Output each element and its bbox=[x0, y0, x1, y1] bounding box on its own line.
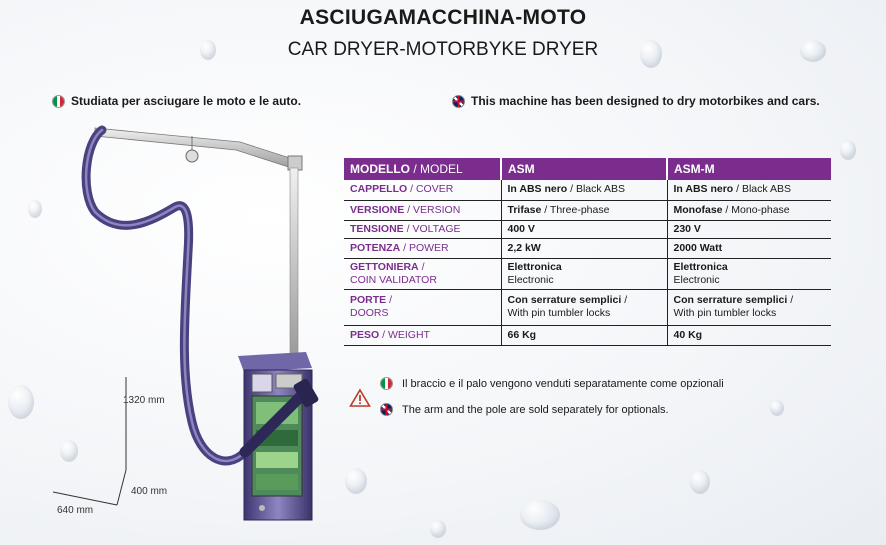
spec-label: TENSIONE / VOLTAGE bbox=[344, 220, 501, 238]
spec-value-asm: Elettronica Electronic bbox=[501, 258, 667, 289]
spec-row bbox=[344, 200, 831, 220]
note-english bbox=[380, 403, 669, 416]
spec-value-asm: Trifase / Three-phase bbox=[501, 200, 667, 220]
header-model: MODELLO / MODEL bbox=[344, 158, 501, 180]
spec-value-asm: 66 Kg bbox=[501, 325, 667, 345]
flag-uk-icon bbox=[380, 403, 393, 416]
spec-label: CAPPELLO / COVER bbox=[344, 180, 501, 200]
flag-it-icon bbox=[380, 377, 393, 390]
note-italian bbox=[380, 377, 724, 390]
spec-value-asm-m: In ABS nero / Black ABS bbox=[667, 180, 831, 200]
spec-value-asm-m: Con serrature semplici / With pin tumbler locks bbox=[667, 289, 831, 325]
spec-value-asm-m: Elettronica Electronic bbox=[667, 258, 831, 289]
spec-row bbox=[344, 325, 831, 345]
water-drop bbox=[8, 385, 34, 419]
water-drop bbox=[770, 400, 784, 416]
spec-value-asm-m: 230 V bbox=[667, 220, 831, 238]
spec-value-asm-m: Monofase / Mono-phase bbox=[667, 200, 831, 220]
intro-italian-text: Studiata per asciugare le moto e le auto. bbox=[71, 94, 302, 108]
spec-value-asm-m: 2000 Watt bbox=[667, 238, 831, 258]
intro-italian bbox=[52, 94, 301, 108]
spec-label: PESO / WEIGHT bbox=[344, 325, 501, 345]
spec-value-asm: 400 V bbox=[501, 220, 667, 238]
spec-row bbox=[344, 238, 831, 258]
spec-label: POTENZA / POWER bbox=[344, 238, 501, 258]
intro-english bbox=[452, 94, 820, 108]
warning-icon bbox=[349, 388, 371, 408]
flag-it-icon bbox=[52, 95, 65, 108]
intro-english-text: This machine has been designed to dry motorbikes and cars. bbox=[471, 94, 820, 108]
spec-row bbox=[344, 289, 831, 325]
spec-value-asm: 2,2 kW bbox=[501, 238, 667, 258]
water-drop bbox=[345, 468, 367, 494]
spec-value-asm-m: 40 Kg bbox=[667, 325, 831, 345]
spec-table-header bbox=[344, 158, 831, 180]
spec-label: GETTONIERA / COIN VALIDATOR bbox=[344, 258, 501, 289]
spec-row bbox=[344, 180, 831, 200]
header-asm-m: ASM-M bbox=[667, 158, 831, 180]
dimension-width: 640 mm bbox=[57, 505, 94, 516]
water-drop bbox=[430, 520, 446, 538]
spec-value-asm: In ABS nero / Black ABS bbox=[501, 180, 667, 200]
page-title: ASCIUGAMACCHINA-MOTO bbox=[299, 6, 587, 29]
page-subtitle: CAR DRYER-MOTORBYKE DRYER bbox=[287, 39, 599, 60]
dimension-height: 1320 mm bbox=[123, 395, 165, 406]
spec-label: VERSIONE / VERSION bbox=[344, 200, 501, 220]
spec-row bbox=[344, 258, 831, 289]
spec-table bbox=[344, 158, 831, 346]
water-drop bbox=[690, 470, 710, 494]
note-italian-text: Il braccio e il palo vengono venduti separatamente come opzionali bbox=[402, 377, 724, 390]
water-drop bbox=[520, 500, 560, 530]
spec-value-asm: Con serrature semplici / With pin tumbler locks bbox=[501, 289, 667, 325]
dimension-depth: 400 mm bbox=[131, 486, 168, 497]
spec-label: PORTE / DOORS bbox=[344, 289, 501, 325]
header-asm: ASM bbox=[501, 158, 667, 180]
flag-uk-icon bbox=[452, 95, 465, 108]
note-english-text: The arm and the pole are sold separately for optionals. bbox=[402, 403, 669, 416]
spec-row bbox=[344, 220, 831, 238]
dimension-lines bbox=[45, 375, 130, 510]
water-drop bbox=[840, 140, 856, 160]
